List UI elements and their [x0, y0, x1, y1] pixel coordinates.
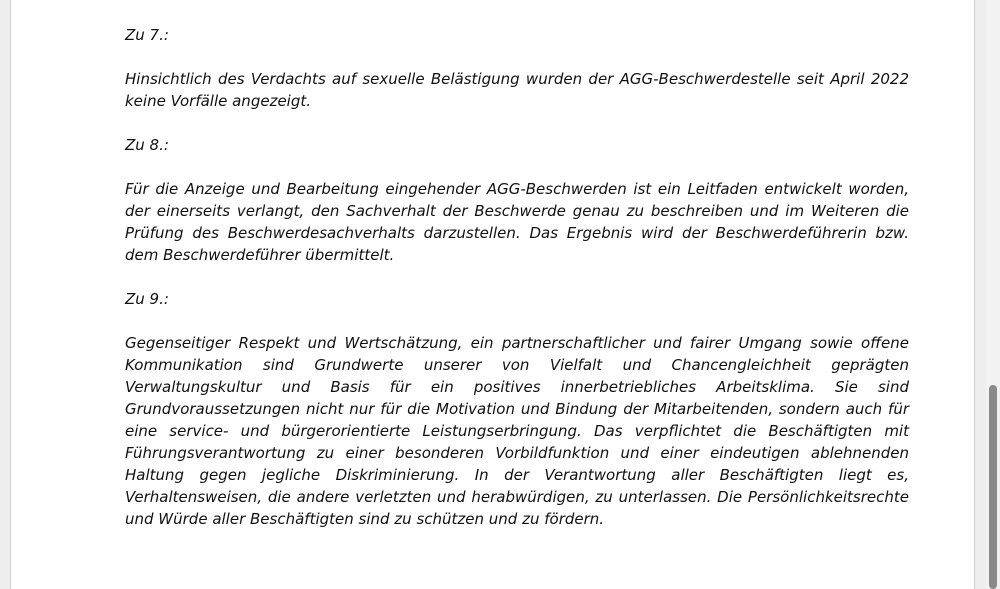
vertical-scrollbar[interactable] [986, 0, 1000, 589]
document-body [125, 24, 909, 530]
document-page [10, 0, 975, 589]
section-paragraph-7: Hinsichtlich des Verdachts auf sexuelle Belästigung wurden der AGG-Beschwerdestelle seit April 2022 keine Vorfälle angezeigt. [125, 70, 909, 110]
section-paragraph-8: Für die Anzeige und Bearbeitung eingehender AGG-Beschwerden ist ein Leitfaden entwickelt worden, der einerseits verlangt, den Sachverhalt der Beschwerde genau zu beschreiben und im Weiteren die Prüfung des Beschwerdesachverhalts darzustellen. Das Ergebnis wird der Beschwerdeführerin bzw. dem Beschwerdeführer übermittelt. [125, 180, 909, 264]
section-heading-9: Zu 9.: [125, 290, 169, 308]
section-paragraph-9: Gegenseitiger Respekt und Wertschätzung, ein partnerschaftlicher und fairer Umgang sowie offene Kommunikation sind Grundwerte unserer von Vielfalt und Chancengleichheit geprägten Verwaltungskultur und Basis für ein positives innerbetriebliches Arbeitsklima. Sie sind Grundvoraussetzungen nicht nur für die Motivation und Bindung der Mitarbeitenden, sondern auch für eine service- und bürgerorientierte Leistungserbringung. Das verpflichtet die Beschäftigten mit Führungsverantwortung zu einer besonderen Vorbildfunktion und einer eindeutigen ablehnenden Haltung gegen jegliche Diskriminierung. In der Verantwortung aller Beschäftigten liegt es, Verhaltensweisen, die andere verletzten und herabwürdigen, zu unterlassen. Die Persönlichkeitsrechte und Würde aller Beschäftigten sind zu schützen und zu fördern. [125, 334, 909, 528]
section-heading-8: Zu 8.: [125, 136, 169, 154]
scrollbar-thumb[interactable] [989, 385, 997, 589]
section-heading-7: Zu 7.: [125, 26, 169, 44]
